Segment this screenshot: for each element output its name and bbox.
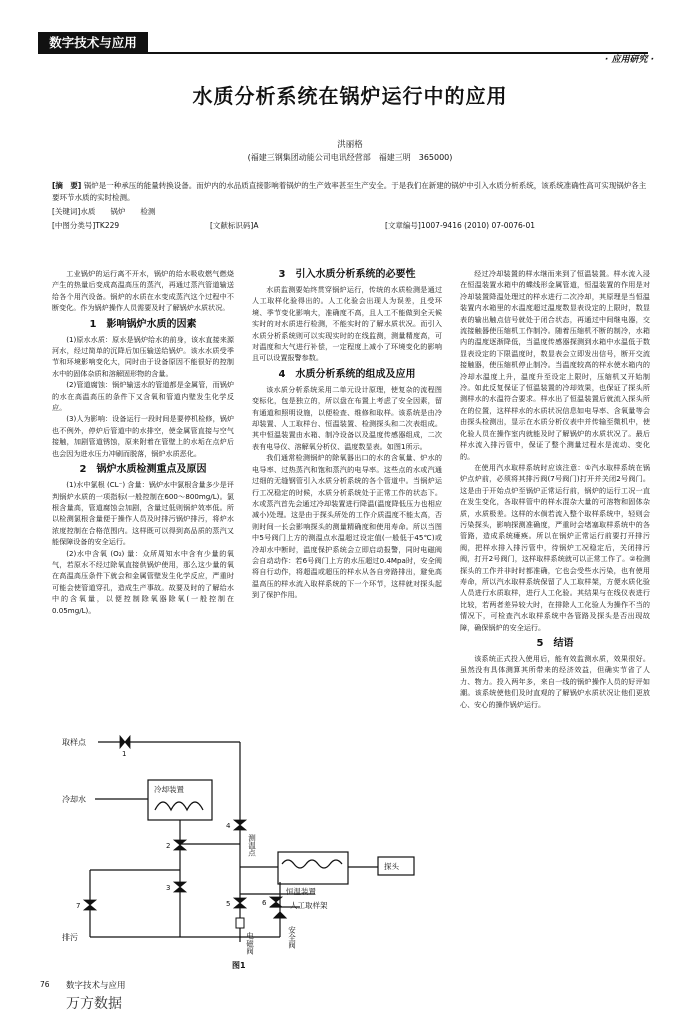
column-3 [460, 268, 650, 710]
affiliation: (福建三钢集团动能公司电讯经营部 福建三明 365000) [247, 153, 453, 162]
label-manual-rack: 人工取样架 [290, 901, 328, 910]
label-cooling-device: 冷却装置 [154, 785, 184, 794]
label-safety-valve: 安全阀 [287, 926, 297, 949]
doc-code: [文献标识码]A [210, 221, 259, 230]
valve-label-1: 1 [122, 750, 127, 758]
paragraph: (1)水中氯根 (CL⁻) 含量：锅炉水中氯根含量多少是评判锅炉水质的一项指标(一般控制在600～800mg/L)。氯根含量高，管道腐蚀会加剧，含量过低则锅炉效率低。所以检测氯根含量便于操作人员及时排污锅炉排污，将炉水浓度控制在合格范围内。这样既可以得到高品质的蒸汽又能保障设备的安全运行。 [52, 480, 234, 547]
paragraph: (2)水中含氧 (O₂) 量：众所周知水中含有少量的氧气，若原水不经过除氧直接供锅炉使用，那么这少量的氧在高温高压条件下就会和金属管壁发生化学反应，严重时可能会使管道穿孔，造成生产事故。故要及时的了解给水中的含氧量，以便控制除氧器除氧(一般控制在0.05mg/L)。 [52, 548, 234, 615]
column-1 [52, 268, 234, 616]
clc-number: [中图分类号]TK229 [52, 221, 120, 230]
label-probe: 探头 [384, 862, 399, 871]
valve-7 [84, 900, 96, 910]
valve-label-7: 7 [76, 902, 81, 910]
valve-2 [174, 840, 186, 850]
paragraph: 在使用汽水取样系统时应该注意：①汽水取样系统在锅炉点炉前，必须将其排污阀(7号阀门)打开并关闭2号阀门。这是由于开始点炉至锅炉正常运行前，锅炉的运行工况一直在发生变化，各取样管中的样水混杂大量的可溶物和固体杂质，水质极差。这样的水倘若流入整个取样系统中，轻则会污染探头，影响探测准确度，严重时会堵塞取样系统中的各管路，造成系统瘫痪。所以在锅炉正常运行前要打开排污阀，把样水排入排污管中，待锅炉工况稳定后，关闭排污阀，打开2号阀门，这样取样系统就可以正常工作了。②检测探头的工作并非时时都准确，它也会受些水污染，也有使用寿命，所以汽水取样系统保留了人工取样架，方便水质化验人员进行水质取样，进行人工化验。其结果与在线仪表进行比较，若两者差异较大时，在排除人工化验人为操作不当的情况下，可检查汽水取样系统中各管路及探头是否出现故障，确保锅炉的安全运行。 [460, 462, 650, 632]
valve-label-5: 5 [226, 900, 231, 908]
keywords-label: [关键词] [52, 207, 81, 216]
paper-title: 水质分析系统在锅炉运行中的应用 [192, 84, 508, 108]
author: 洪丽格 [337, 140, 363, 150]
section-3-title: 3 引入水质分析系统的必要性 [278, 269, 416, 280]
category-label: · 应用研究 · [604, 55, 654, 65]
label-solenoid: 电磁阀 [245, 932, 255, 955]
label-constant-temp: 恒温装置 [286, 887, 316, 896]
label-sample-point: 取样点 [62, 738, 86, 747]
abstract [52, 180, 652, 204]
solenoid-valve-symbol [236, 918, 244, 928]
valve-label-3: 3 [166, 884, 171, 892]
paragraph: 水质监测要始终贯穿锅炉运行，传统的水质检测是通过人工取样化验得出的。人工化验会出现人为误差，且受环境、季节变化影响大，准确度不高，且人工不能做到全天候实时的对水质进行检测，不能实时的了解水质状况。而引入水质分析系统则可以实现实时的在线监测，测量精度高，可对温度和大气进行补偿，一定程度上减小了环境变化的影响且可以设置报警参数。 [252, 285, 442, 363]
constant-temp-box [278, 852, 348, 884]
column-2 [252, 268, 442, 601]
watermark: 万方数据 [66, 996, 122, 1012]
intro-paragraph: 工业锅炉的运行离不开水，锅炉的给水吸收燃气燃烧产生的热量后变成高温高压的蒸汽，再通过蒸汽管道输送给各个用汽设备。锅炉的水质在水变成蒸汽这个过程中不断变化。作为锅炉操作人员需要及时了解锅炉水质状况。 [52, 269, 234, 313]
valve-label-4: 4 [226, 822, 231, 830]
article-number: [文章编号]1007-9416 (2010) 07-0076-01 [385, 221, 536, 230]
label-temp-measure: 测温点 [247, 834, 257, 857]
label-cooling-water: 冷却水 [62, 795, 86, 804]
footer-journal: 数字技术与应用 [66, 981, 126, 991]
page-number: 76 [40, 980, 50, 989]
valve-label-6: 6 [262, 899, 267, 907]
keywords-value: 水质 锅炉 检测 [80, 207, 156, 216]
figure-1-diagram [60, 732, 440, 960]
section-4-title: 4 水质分析系统的组成及应用 [278, 368, 416, 380]
paragraph: 该水质分析系统采用二单元设计原理，使复杂的流程图变标化，包是独立的，所以盘在布置上考虑了安全因素，留有通道和照明设施，以便检查、维修和取样。该系统是由冷却装置、人工取样台、恒温装置、检测探头和二次表组成。其中恒温装置由水箱、制冷设备以及温度传感器组成，二次表有电导仪、溶解氧分析仪、温度数显表。如图1所示。 [252, 384, 442, 451]
keywords [52, 206, 155, 217]
header-rule [148, 52, 648, 54]
abstract-label: [摘 要] [52, 181, 82, 190]
section-1-title: 1 影响锅炉水质的因素 [89, 318, 197, 330]
section-5-title: 5 结语 [536, 638, 574, 649]
valve-1 [120, 736, 130, 748]
valve-3 [174, 882, 186, 892]
paragraph: (1)原水水质：原水是锅炉给水的前身，该水直接来源河水，经过简单的沉降后加压输送给锅炉。该水水质受季节和环境影响变化大，同时由于设备原因不能很好的控制水中的固体杂质和溶解固形物的含量。 [52, 334, 234, 378]
paragraph: 经过冷却装置的样水继而来到了恒温装置。样水流入浸在恒温装置水箱中的蝶线形金属管道，恒温装置的作用是对冷却装置降温处理过的样水进行二次冷却，其原理是当恒温装置内水箱里的水温度超过温度数显表设定的上限时，数显表的输出触点信号就处于闭合状态，再通过中间继电器，交流接触器使压缩机工作制冷。随着压缩机不断的制冷，水箱内的温度逐渐降低，当温度传感器探测到水箱中水温低于数显表设定的下限温度时，数显表会立即发出信号，断开交流接触器，使压缩机停止制冷。当温度较高的样水使水箱内的冷却水温度上升，温度升至设定上限时，压缩机又开始制冷。如此反复保证了恒温装置的冷却效果，也保证了探头所测样水的水温符合要求。样水出了恒温装置后就流入探头所在的位置，这样样水的水质状况信息如电导率、含氧量等会由探头检测出，显示在水质分析仪表中并传输至微机中，使化验人员在操作室内就能及时了解锅炉的水质状况了。最后样水流入排污管中，保证了整个测量过程水是流动、变化的。 [460, 269, 650, 461]
paragraph: (2)管道腐蚀：锅炉输送水的管道都是金属管，而锅炉的水在高温高压的条件下又含氧和管道内壁发生化学反应。 [52, 380, 234, 413]
paragraph: 该系统正式投入使用后，能有效监测水质，效果很好。虽然没有具体测算其所带来的经济效益，但确实节省了人力、物力。投入两年多，来自一线的锅炉操作人员的好评如潮。该系统使他们及时直观的了解锅炉水质状况让他们更放心、安心的操作锅炉运行。 [460, 654, 650, 709]
paragraph: (3)人为影响：设备运行一段时间是要停机检修，锅炉也不例外，停炉后管道中的水排空，使金属管直接与空气接触，加剧管道锈蚀，原来附着在管壁上的水垢在点炉后也会因为进水压力冲刷而脱落，锅炉水质恶化。 [52, 414, 234, 458]
section-2-title: 2 锅炉水质检测重点及原因 [79, 464, 207, 476]
paragraph: 我们通常检测锅炉的除氧器出口的水的含氧量、炉水的电导率、过热蒸汽和饱和蒸汽的电导率。这些点的水或汽通过细的无缝钢管引入水质分析系统的各个管道中。当锅炉运行工况稳定的时候，水质分析系统处于正常工作的状态下。水或蒸汽首先会通过冷却装置进行降温(温度降低压力也相应减小)处理。这是由于探头所处的工作介质温度不能太高，否则时间一长会影响探头的测量精确度和使用寿命。所以当图中5号阀门上方的测温点水温超过设定值(一般低于45℃)或冷却水中断时，温度保护系统会立即启动报警，同时电磁阀会自动动作：若6号阀门上方的水压超过0.4Mpa时，安全阀将自行动作，将超温或超压的样水从各自旁路排出，避免高温高压的样水流入取样系统的下一个环节，这样就对探头起到了保护作用。 [252, 453, 442, 600]
safety-valve-symbol [274, 912, 286, 918]
figure-caption: 图1 [232, 961, 246, 970]
valve-label-2: 2 [166, 842, 171, 850]
abstract-text: 锅炉是一种承压的能量转换设备。而炉内的水品质直接影响着锅炉的生产效率甚至生产安全。于是我们在新建的锅炉中引入水质分析系统，该系统准确性高可实现锅炉各主要环节水质的实时检测。 [52, 181, 647, 202]
section-tag: 数字技术与应用 [38, 32, 148, 54]
valve-5 [234, 898, 246, 908]
label-drain: 排污 [62, 933, 78, 942]
valve-4 [234, 820, 246, 830]
